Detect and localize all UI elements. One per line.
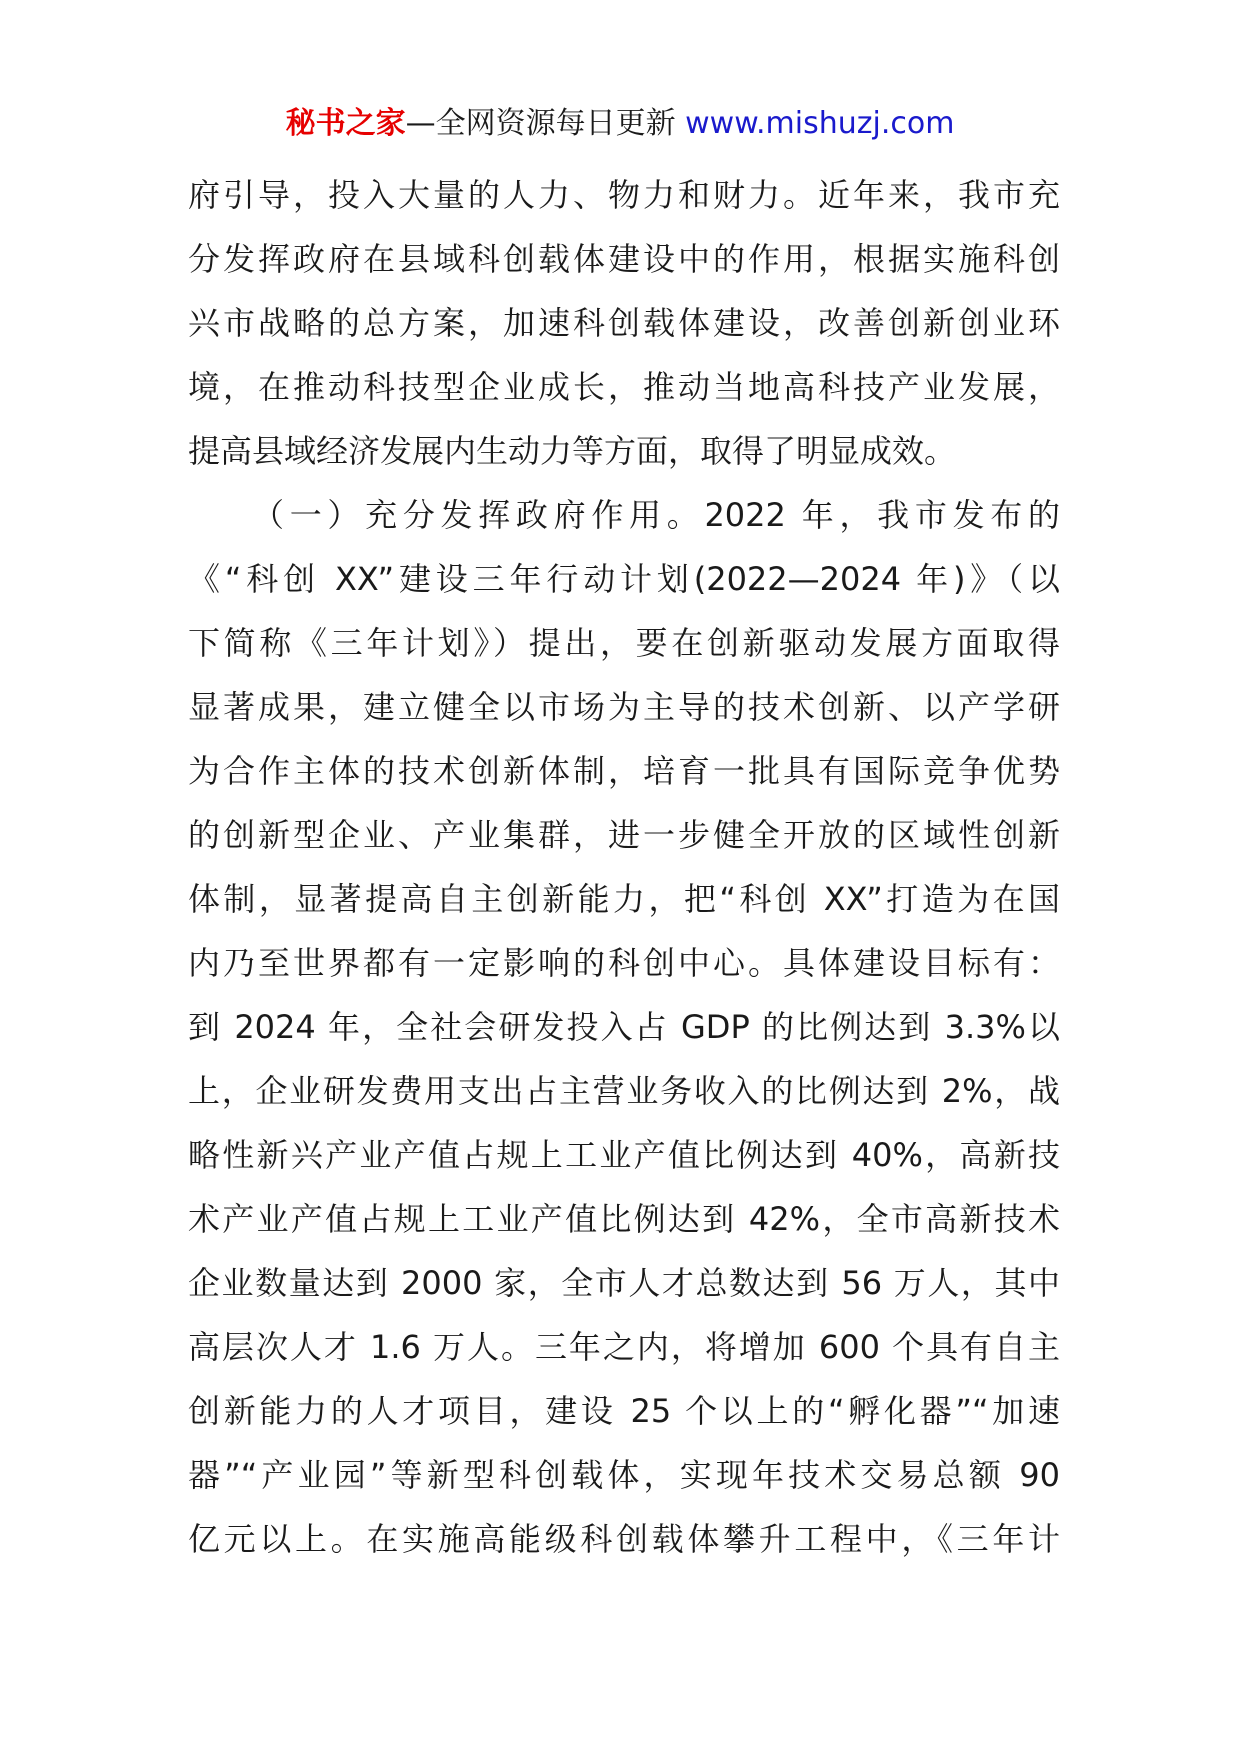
text-line: 略性新兴产业产值占规上工业产值比例达到 40%，高新技 bbox=[188, 1136, 1060, 1174]
text-line: 器”“产业园”等新型科创载体，实现年技术交易总额 90 bbox=[188, 1456, 1060, 1494]
section-heading-line: （一）充分发挥政府作用。2022 年，我市发布的 bbox=[252, 496, 1060, 534]
page-header bbox=[0, 104, 1240, 144]
text-line: 《“科创 XX”建设三年行动计划(2022—2024 年)》（以 bbox=[188, 560, 1060, 598]
text-line: 内乃至世界都有一定影响的科创中心。具体建设目标有： bbox=[188, 944, 1060, 982]
text-line: 创新能力的人才项目，建设 25 个以上的“孵化器”“加速 bbox=[188, 1392, 1060, 1430]
header-brand: 秘书之家 bbox=[285, 106, 406, 141]
text-line: 显著成果，建立健全以市场为主导的技术创新、以产学研 bbox=[188, 688, 1060, 726]
text-line: 的创新型企业、产业集群，进一步健全开放的区域性创新 bbox=[188, 816, 1060, 854]
text-line: 府引导，投入大量的人力、物力和财力。近年来，我市充 bbox=[188, 176, 1060, 214]
text-line: 企业数量达到 2000 家，全市人才总数达到 56 万人，其中 bbox=[188, 1264, 1060, 1302]
text-line: 境，在推动科技型企业成长，推动当地高科技产业发展， bbox=[188, 368, 1060, 406]
text-line: 术产业产值占规上工业产值比例达到 42%，全市高新技术 bbox=[188, 1200, 1060, 1238]
text-line: 兴市战略的总方案，加速科创载体建设，改善创新创业环 bbox=[188, 304, 1060, 342]
text-line: 体制，显著提高自主创新能力，把“科创 XX”打造为在国 bbox=[188, 880, 1060, 918]
text-line: 分发挥政府在县域科创载体建设中的作用，根据实施科创 bbox=[188, 240, 1060, 278]
text-line: 上，企业研发费用支出占主营业务收入的比例达到 2%，战 bbox=[188, 1072, 1060, 1110]
text-line: 高层次人才 1.6 万人。三年之内，将增加 600 个具有自主 bbox=[188, 1328, 1060, 1366]
text-line: 提高县域经济发展内生动力等方面，取得了明显成效。 bbox=[188, 432, 957, 470]
header-tagline: —全网资源每日更新 bbox=[405, 106, 686, 141]
text-line: 亿元以上。在实施高能级科创载体攀升工程中，《三年计 bbox=[188, 1520, 1060, 1558]
text-line: 为合作主体的技术创新体制，培育一批具有国际竞争优势 bbox=[188, 752, 1060, 790]
header-site-link[interactable]: www.mishuzj.com bbox=[685, 106, 955, 141]
document-body bbox=[188, 170, 1060, 1578]
text-line: 下简称《三年计划》）提出，要在创新驱动发展方面取得 bbox=[188, 624, 1060, 662]
text-line: 到 2024 年，全社会研发投入占 GDP 的比例达到 3.3%以 bbox=[188, 1008, 1060, 1046]
